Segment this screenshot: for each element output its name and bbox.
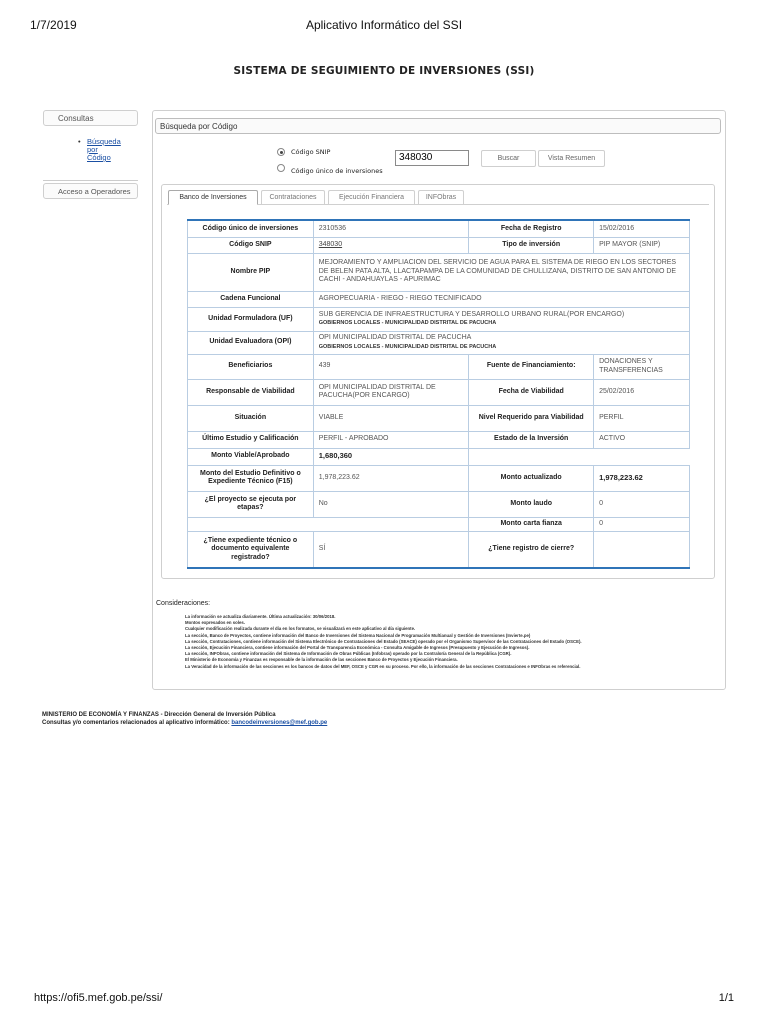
table-row [188, 431, 690, 448]
sidebar-link-line2[interactable]: por [87, 145, 98, 154]
list-item: • La Veracidad de la información de las secciones es los bancos de datos del MEF, OSCE y CGR en su proceso. Por ello, la información de las secciones Contrataciones e INFObras es referencial. [185, 664, 725, 670]
table-row [188, 517, 690, 531]
row-value: No [313, 491, 469, 517]
table-row [188, 465, 690, 491]
table-row [188, 237, 690, 253]
row-label: Unidad Formuladora (UF) [188, 307, 314, 331]
opi-subtitle: GOBIERNOS LOCALES - MUNICIPALIDAD DISTRITAL DE PACUCHA [318, 343, 497, 350]
row-value [313, 237, 469, 253]
row-value [313, 307, 689, 331]
sidebar [43, 110, 138, 199]
sidebar-link-line1[interactable]: Búsqueda [87, 137, 121, 146]
considerations-list [185, 614, 725, 670]
summary-view-button[interactable]: Vista Resumen [538, 150, 605, 167]
print-title: Aplicativo Informático del SSI [305, 18, 463, 32]
row-label: Código SNIP [188, 237, 314, 253]
sidebar-divider [43, 180, 138, 181]
row-label: Situación [188, 405, 314, 431]
row-value: PIP MAYOR (SNIP) [594, 237, 690, 253]
row-value: 2310536 [313, 220, 469, 237]
uf-name: SUB GERENCIA DE INFRAESTRUCTURA Y DESARROLLO URBANO RURAL(POR ENCARGO) [318, 310, 625, 318]
table-row [188, 354, 690, 379]
print-date: 1/7/2019 [30, 18, 77, 32]
search-button[interactable]: Buscar [481, 150, 536, 167]
row-value: VIABLE [313, 405, 469, 431]
tab-banco-inversiones[interactable]: Banco de Inversiones [168, 190, 258, 205]
row-value: 0 [594, 491, 690, 517]
row-label: Monto actualizado [469, 465, 594, 491]
row-label: Tipo de inversión [469, 237, 594, 253]
sidebar-link-line3[interactable]: Código [87, 153, 111, 162]
radio-option-unique[interactable] [277, 164, 383, 175]
row-value: MEJORAMIENTO Y AMPLIACION DEL SERVICIO DE AGUA PARA EL SISTEMA DE RIEGO EN LOS SECTORES DE BELEN PATA ALTA, LLACTAPAMPA DE LA COMUNIDAD DE CHULLIZANA, DISTRITO DE SAN ANTONIO DE CACHI - ANDAHUAYLAS - APURIMAC [313, 253, 689, 291]
table-row [188, 379, 690, 405]
page-title: SISTEMA DE SEGUIMIENTO DE INVERSIONES (SSI) [233, 65, 535, 77]
row-label: Monto laudo [469, 491, 594, 517]
row-label: Código único de inversiones [188, 220, 314, 237]
ministry-line1: MINISTERIO DE ECONOMÍA Y FINANZAS - Dirección General de Inversión Pública [42, 712, 276, 718]
sidebar-menu [43, 126, 138, 162]
row-value [594, 531, 690, 568]
row-value: 1,978,223.62 [313, 465, 469, 491]
row-value [313, 331, 689, 354]
row-label: Cadena Funcional [188, 291, 314, 307]
empty-cell [469, 448, 690, 465]
list-item: • Montos expresados en soles. [185, 620, 725, 626]
row-label: Responsable de Viabilidad [188, 379, 314, 405]
uf-subtitle: GOBIERNOS LOCALES - MUNICIPALIDAD DISTRITAL DE PACUCHA [318, 320, 497, 326]
table-row [188, 291, 690, 307]
ministry-footer [42, 711, 327, 727]
row-label: Estado de la Inversión [469, 431, 594, 448]
radio-unique[interactable] [277, 164, 285, 172]
row-value: PERFIL - APROBADO [313, 431, 469, 448]
row-label: Fuente de Financiamiento: [469, 354, 594, 379]
tab-ejecucion-financiera[interactable]: Ejecución Financiera [328, 190, 415, 205]
table-row [188, 448, 690, 465]
row-label: Fecha de Viabilidad [469, 379, 594, 405]
row-value: 439 [313, 354, 469, 379]
list-item: • El Ministerio de Economía y Finanzas es responsable de la información de las secciones Banco de Proyectos y Ejecución Financiera. [185, 657, 725, 663]
table-row [188, 331, 690, 354]
row-label: Monto del Estudio Definitivo o Expediente Técnico (F15) [188, 465, 314, 491]
search-header: Búsqueda por Código [155, 118, 721, 134]
contact-email-link[interactable]: bancodeinversiones@mef.gob.pe [231, 720, 328, 726]
radio-snip[interactable] [277, 148, 285, 156]
sidebar-access-operators[interactable]: Acceso a Operadores [43, 183, 138, 199]
ministry-line2 [42, 719, 327, 727]
row-value: OPI MUNICIPALIDAD DISTRITAL DE PACUCHA(POR ENCARGO) [313, 379, 469, 405]
empty-cell [188, 517, 469, 531]
row-value: SÍ [313, 531, 469, 568]
row-label: Beneficiarios [188, 354, 314, 379]
row-value: 15/02/2016 [594, 220, 690, 237]
radio-option-snip[interactable] [277, 148, 330, 156]
print-url: https://ofi5.mef.gob.pe/ssi/ [34, 992, 163, 1004]
list-item: • La información se actualiza diariamente. Última actualización: 30/06/2018. [185, 614, 725, 620]
list-item: • Cualquier modificación realizada durante el día en los formatos, se visualizará en este aplicativo al día siguiente. [185, 626, 725, 632]
sidebar-header-consultas[interactable]: Consultas [43, 110, 138, 126]
row-label: Nombre PIP [188, 253, 314, 291]
tab-infobras[interactable]: INFObras [418, 190, 464, 205]
row-value: PERFIL [594, 405, 690, 431]
row-label: Nivel Requerido para Viabilidad [469, 405, 594, 431]
row-label: Monto carta fianza [469, 517, 594, 531]
ministry-contact-label: Consultas y/o comentarios relacionados al aplicativo informático: [42, 720, 230, 726]
row-label: ¿Tiene expediente técnico o documento equivalente registrado? [188, 531, 314, 568]
radio-snip-label: Código SNIP [291, 148, 331, 156]
row-label: Unidad Evaluadora (OPI) [188, 331, 314, 354]
snip-link[interactable]: 348030 [318, 240, 343, 248]
row-label: Último Estudio y Calificación [188, 431, 314, 448]
row-label: Monto Viable/Aprobado [188, 448, 314, 465]
table-row [188, 253, 690, 291]
row-label: Fecha de Registro [469, 220, 594, 237]
sidebar-item-busqueda[interactable] [87, 138, 138, 162]
opi-name: OPI MUNICIPALIDAD DISTRITAL DE PACUCHA [318, 334, 472, 341]
row-value: 1,978,223.62 [594, 465, 690, 491]
list-item: • La sección, Banco de Proyectos, contiene información del Banco de Inversiones del Sistema Nacional de Programación Multianual y Gestión de Inversiones (Invierte.pe) [185, 633, 725, 639]
list-item: • La sección, Ejecución Financiera, contiene información del Portal de Transparencia Económica - Consulta Amigable de Ingresos (Presupuesto y Ejecución de Ingresos). [185, 645, 725, 651]
table-row [188, 307, 690, 331]
table-row [188, 491, 690, 517]
investment-table [187, 219, 690, 569]
row-value: DONACIONES Y TRANSFERENCIAS [594, 354, 690, 379]
table-row [188, 531, 690, 568]
row-value: 0 [594, 517, 690, 531]
row-value: 25/02/2016 [594, 379, 690, 405]
row-value: ACTIVO [594, 431, 690, 448]
table-row [188, 220, 690, 237]
radio-unique-label: Código único de inversiones [291, 167, 383, 175]
considerations-title: Consideraciones: [156, 600, 211, 607]
list-item: • La sección, Contrataciones, contiene información del Sistema Electrónico de Contrataciones del Estado (SEACE) operado por el Organismo Supervisor de las Contrataciones del Estado (OSCE). [185, 639, 725, 645]
row-value: 1,680,360 [313, 448, 469, 465]
row-value: AGROPECUARIA - RIEGO - RIEGO TECNIFICADO [313, 291, 689, 307]
tab-contrataciones[interactable]: Contrataciones [261, 190, 325, 205]
row-label: ¿Tiene registro de cierre? [469, 531, 594, 568]
row-label: ¿El proyecto se ejecuta por etapas? [188, 491, 314, 517]
list-item: • La sección, INFObras, contiene información del Sistema de Información de Obras Públicas (Infobras) operado por la Contraloría General de la República (CGR). [185, 651, 725, 657]
print-page-number: 1/1 [718, 992, 734, 1004]
table-row [188, 405, 690, 431]
code-search-input[interactable]: 348030 [395, 150, 469, 166]
